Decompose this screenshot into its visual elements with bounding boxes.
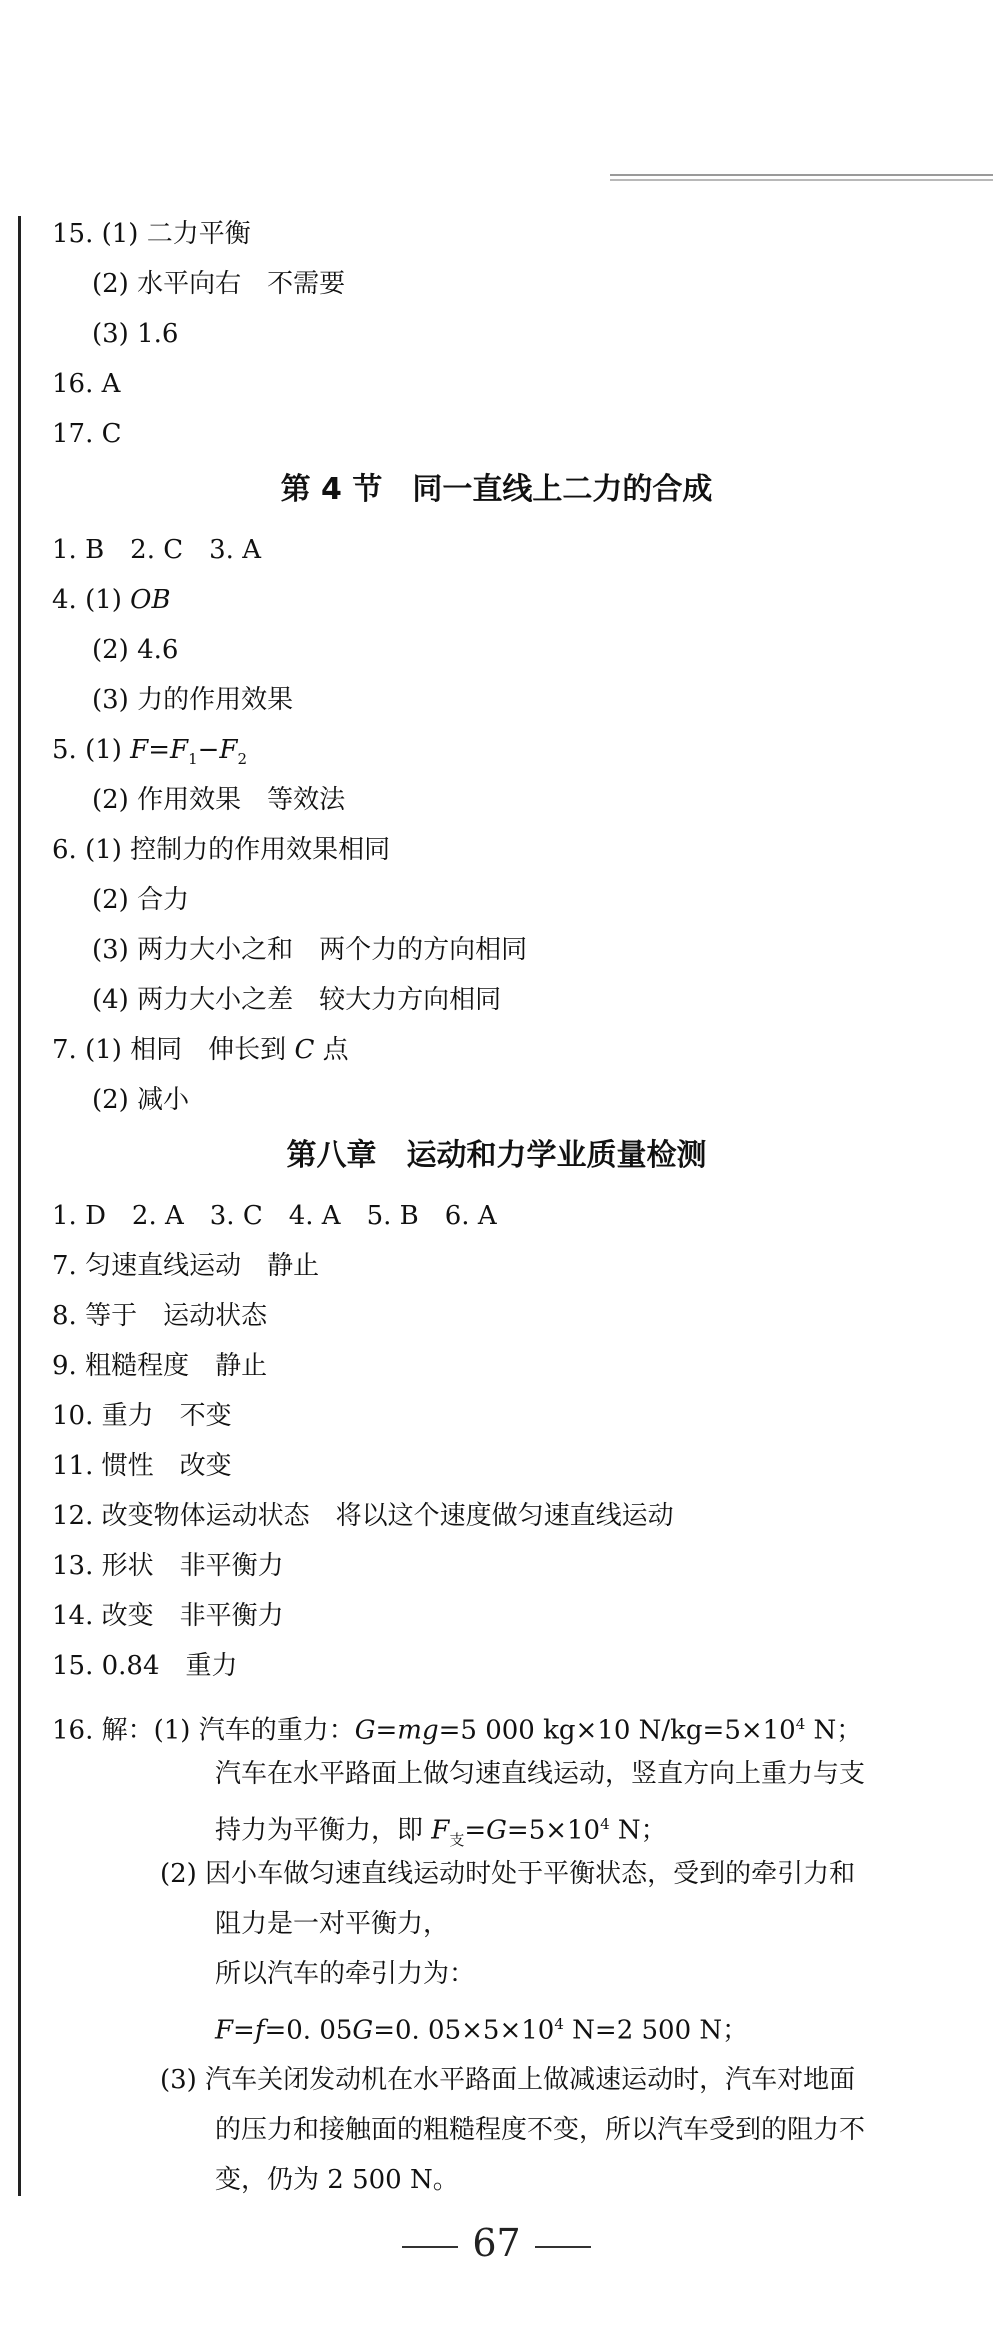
var: F — [431, 1815, 450, 1846]
answer-line: 7. 匀速直线运动 静止 — [52, 1251, 320, 1281]
answer-line: 所以汽车的牵引力为： — [215, 1959, 476, 1989]
var: mg — [397, 1715, 439, 1746]
answer-line — [52, 584, 171, 616]
top-decorative-rule — [610, 174, 993, 181]
sub: 2 — [237, 750, 247, 769]
text: N； — [609, 1815, 667, 1846]
var: f — [254, 2015, 265, 2046]
answer-line: (2) 水平向右 不需要 — [92, 269, 346, 299]
answer-line: 13. 形状 非平衡力 — [52, 1551, 284, 1581]
text: 点 — [314, 1035, 349, 1065]
answer-line: (4) 两力大小之差 较大力方向相同 — [92, 985, 502, 1015]
text: =5×10 — [506, 1815, 601, 1846]
answer-line: (3) 1.6 — [92, 319, 179, 349]
answer-line: 11. 惯性 改变 — [52, 1451, 232, 1481]
op: = — [464, 1815, 487, 1846]
answer-line: (3) 汽车关闭发动机在水平路面上做减速运动时，汽车对地面 — [160, 2065, 856, 2095]
answer-line: (2) 4.6 — [92, 635, 179, 665]
op: = — [375, 1715, 398, 1746]
answer-line: (2) 因小车做匀速直线运动时处于平衡状态，受到的牵引力和 — [160, 1859, 856, 1889]
dash-left — [402, 2246, 458, 2248]
var: G — [352, 2015, 374, 2046]
op: − — [197, 735, 220, 765]
answer-line: 1. B 2. C 3. A — [52, 535, 261, 565]
answer-line: 1. D 2. A 3. C 4. A 5. B 6. A — [52, 1201, 497, 1231]
text: 5. (1) — [52, 735, 131, 765]
answer-line: 6. (1) 控制力的作用效果相同 — [52, 835, 391, 865]
var-ob: OB — [130, 585, 171, 615]
var-c: C — [294, 1035, 315, 1065]
answer-line: 阻力是一对平衡力， — [215, 1909, 450, 1939]
answer-line: (3) 两力大小之和 两个力的方向相同 — [92, 935, 528, 965]
page-number — [0, 2220, 993, 2266]
answer-line: 8. 等于 运动状态 — [52, 1301, 268, 1331]
var: F — [219, 735, 238, 765]
answer-line — [215, 1808, 667, 1856]
answer-line: 10. 重力 不变 — [52, 1401, 232, 1431]
answer-line: 的压力和接触面的粗糙程度不变，所以汽车受到的阻力不 — [215, 2115, 866, 2145]
var: F — [130, 735, 149, 765]
page-number-text: 67 — [472, 2221, 521, 2265]
answer-line — [52, 1708, 862, 1747]
answer-line: 9. 粗糙程度 静止 — [52, 1351, 268, 1381]
left-margin-rule — [18, 216, 21, 2196]
section-heading: 第 4 节 同一直线上二力的合成 — [280, 472, 713, 507]
text: 7. (1) 相同 伸长到 — [52, 1035, 295, 1065]
answer-line: (2) 作用效果 等效法 — [92, 785, 346, 815]
op: = — [233, 2015, 255, 2046]
text: =5 000 kg×10 N/kg=5×10 — [438, 1715, 796, 1746]
sup: 4 — [554, 2015, 564, 2033]
answer-line: (2) 合力 — [92, 885, 190, 915]
answer-line: 15. 0.84 重力 — [52, 1651, 238, 1681]
answer-line — [52, 734, 247, 775]
text: 16. 解：(1) 汽车的重力： — [52, 1715, 355, 1746]
sup: 4 — [795, 1715, 806, 1733]
dash-right — [535, 2246, 591, 2248]
op: = — [148, 735, 171, 765]
answer-line — [52, 1034, 349, 1066]
answer-line: 14. 改变 非平衡力 — [52, 1601, 284, 1631]
answer-line: 17. C — [52, 419, 122, 449]
answer-line: 12. 改变物体运动状态 将以这个速度做匀速直线运动 — [52, 1501, 674, 1531]
sub: 支 — [449, 1830, 465, 1849]
answer-line: 汽车在水平路面上做匀速直线运动，竖直方向上重力与支 — [215, 1759, 866, 1789]
var: G — [354, 1715, 376, 1746]
sup: 4 — [600, 1815, 610, 1833]
text: =0. 05×5×10 — [373, 2015, 555, 2046]
var: F — [170, 735, 189, 765]
sub: 1 — [188, 750, 198, 769]
text: 4. (1) — [52, 585, 131, 615]
chapter-heading: 第八章 运动和力学业质量检测 — [286, 1138, 707, 1173]
answer-line: 16. A — [52, 369, 121, 399]
text: N； — [805, 1715, 863, 1746]
text: =0. 05 — [264, 2015, 353, 2046]
answer-line — [215, 2008, 748, 2047]
var: F — [215, 2015, 234, 2046]
answer-line: (2) 减小 — [92, 1085, 190, 1115]
var: G — [486, 1815, 507, 1846]
answer-line: (3) 力的作用效果 — [92, 685, 294, 715]
text: N=2 500 N； — [563, 2015, 749, 2046]
text: 持力为平衡力，即 — [215, 1815, 432, 1846]
answer-line: 15. (1) 二力平衡 — [52, 219, 251, 249]
answer-line: 变，仍为 2 500 N。 — [215, 2165, 459, 2195]
